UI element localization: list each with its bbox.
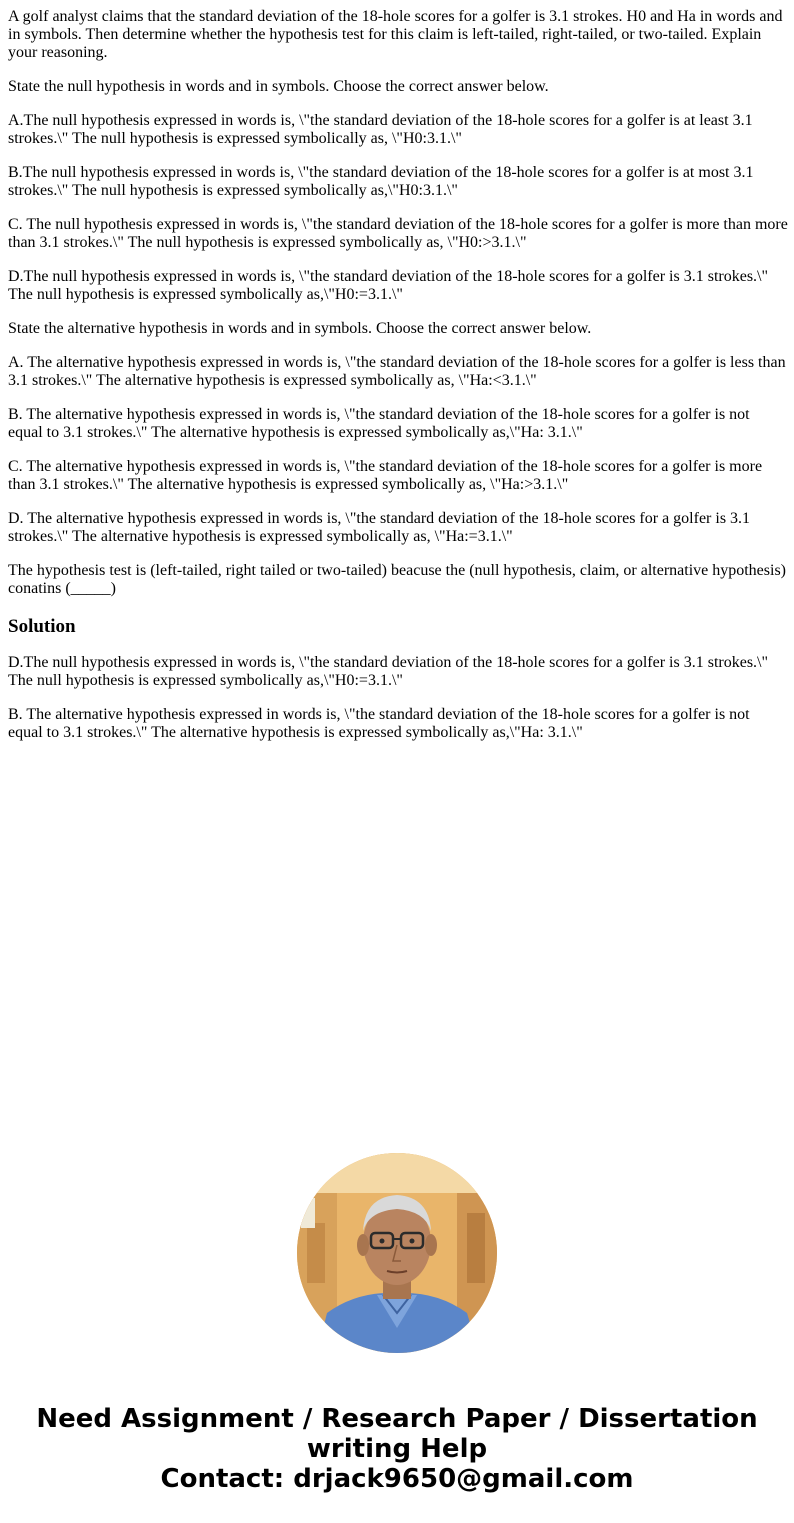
alt-hypothesis-prompt: State the alternative hypothesis in words and in symbols. Choose the correct answer below. xyxy=(8,320,592,337)
null-option-a: A.The null hypothesis expressed in words is, \"the standard deviation of the 18-hole scores for a golfer is at least 3.1 strokes.\" The null hypothesis is expressed symbolically as, \"H0:3.1.\" xyxy=(8,112,753,147)
alt-option-a: A. The alternative hypothesis expressed in words is, \"the standard deviation of the 18-hole scores for a golfer is less than 3.1 strokes.\" The alternative hypothesis is expressed symbolically as, \"Ha:<3.1.\" xyxy=(8,354,786,389)
null-hypothesis-prompt: State the null hypothesis in words and in symbols. Choose the correct answer below. xyxy=(8,78,549,95)
solution-answer-alt: B. The alternative hypothesis expressed in words is, \"the standard deviation of the 18-hole scores for a golfer is not equal to 3.1 strokes.\" The alternative hypothesis is expressed symbolically as,\"Ha: 3.1.\" xyxy=(8,706,750,741)
solution-heading: Solution xyxy=(8,616,76,637)
promo-line-2: writing Help xyxy=(306,1434,488,1464)
document-body xyxy=(8,8,788,758)
promo-line-1: Need Assignment / Research Paper / Dissertation xyxy=(36,1404,758,1434)
alt-option-b: B. The alternative hypothesis expressed in words is, \"the standard deviation of the 18-hole scores for a golfer is not equal to 3.1 strokes.\" The alternative hypothesis is expressed symbolically as,\"Ha: 3.1.\" xyxy=(8,406,750,441)
question-intro: A golf analyst claims that the standard deviation of the 18-hole scores for a golfer is 3.1 strokes. H0 and Ha in words and in symbols. Then determine whether the hypothesis test for this claim is left-tailed, right-tailed, or two-tailed. Explain your reasoning. xyxy=(8,8,783,61)
alt-option-c: C. The alternative hypothesis expressed in words is, \"the standard deviation of the 18-hole scores for a golfer is more than 3.1 strokes.\" The alternative hypothesis is expressed symbolically as, \"Ha:>3.1.\" xyxy=(8,458,763,493)
solution-answer-null: D.The null hypothesis expressed in words is, \"the standard deviation of the 18-hole scores for a golfer is 3.1 strokes.\" The null hypothesis is expressed symbolically as,\"H0:=3.1.\" xyxy=(8,654,769,689)
promo-contact: Contact: drjack9650@gmail.com xyxy=(160,1464,634,1494)
tail-prompt: The hypothesis test is (left-tailed, right tailed or two-tailed) beacuse the (null hypothesis, claim, or alternative hypothesis) conatins (_____) xyxy=(8,562,787,597)
author-portrait-image xyxy=(297,1153,497,1353)
null-option-b: B.The null hypothesis expressed in words is, \"the standard deviation of the 18-hole scores for a golfer is at most 3.1 strokes.\" The null hypothesis is expressed symbolically as,\"H0:3.1.\" xyxy=(8,164,754,199)
author-photo xyxy=(297,1153,497,1353)
alt-option-d: D. The alternative hypothesis expressed in words is, \"the standard deviation of the 18-hole scores for a golfer is 3.1 strokes.\" The alternative hypothesis is expressed symbolically as, \"Ha:=3.1.\" xyxy=(8,510,751,545)
null-option-c: C. The null hypothesis expressed in words is, \"the standard deviation of the 18-hole scores for a golfer is more than more than 3.1 strokes.\" The null hypothesis is expressed symbolically as, \"H0:>3.1.\" xyxy=(8,216,788,251)
null-option-d: D.The null hypothesis expressed in words is, \"the standard deviation of the 18-hole scores for a golfer is 3.1 strokes.\" The null hypothesis is expressed symbolically as,\"H0:=3.1.\" xyxy=(8,268,769,303)
promo-banner xyxy=(0,1404,794,1494)
